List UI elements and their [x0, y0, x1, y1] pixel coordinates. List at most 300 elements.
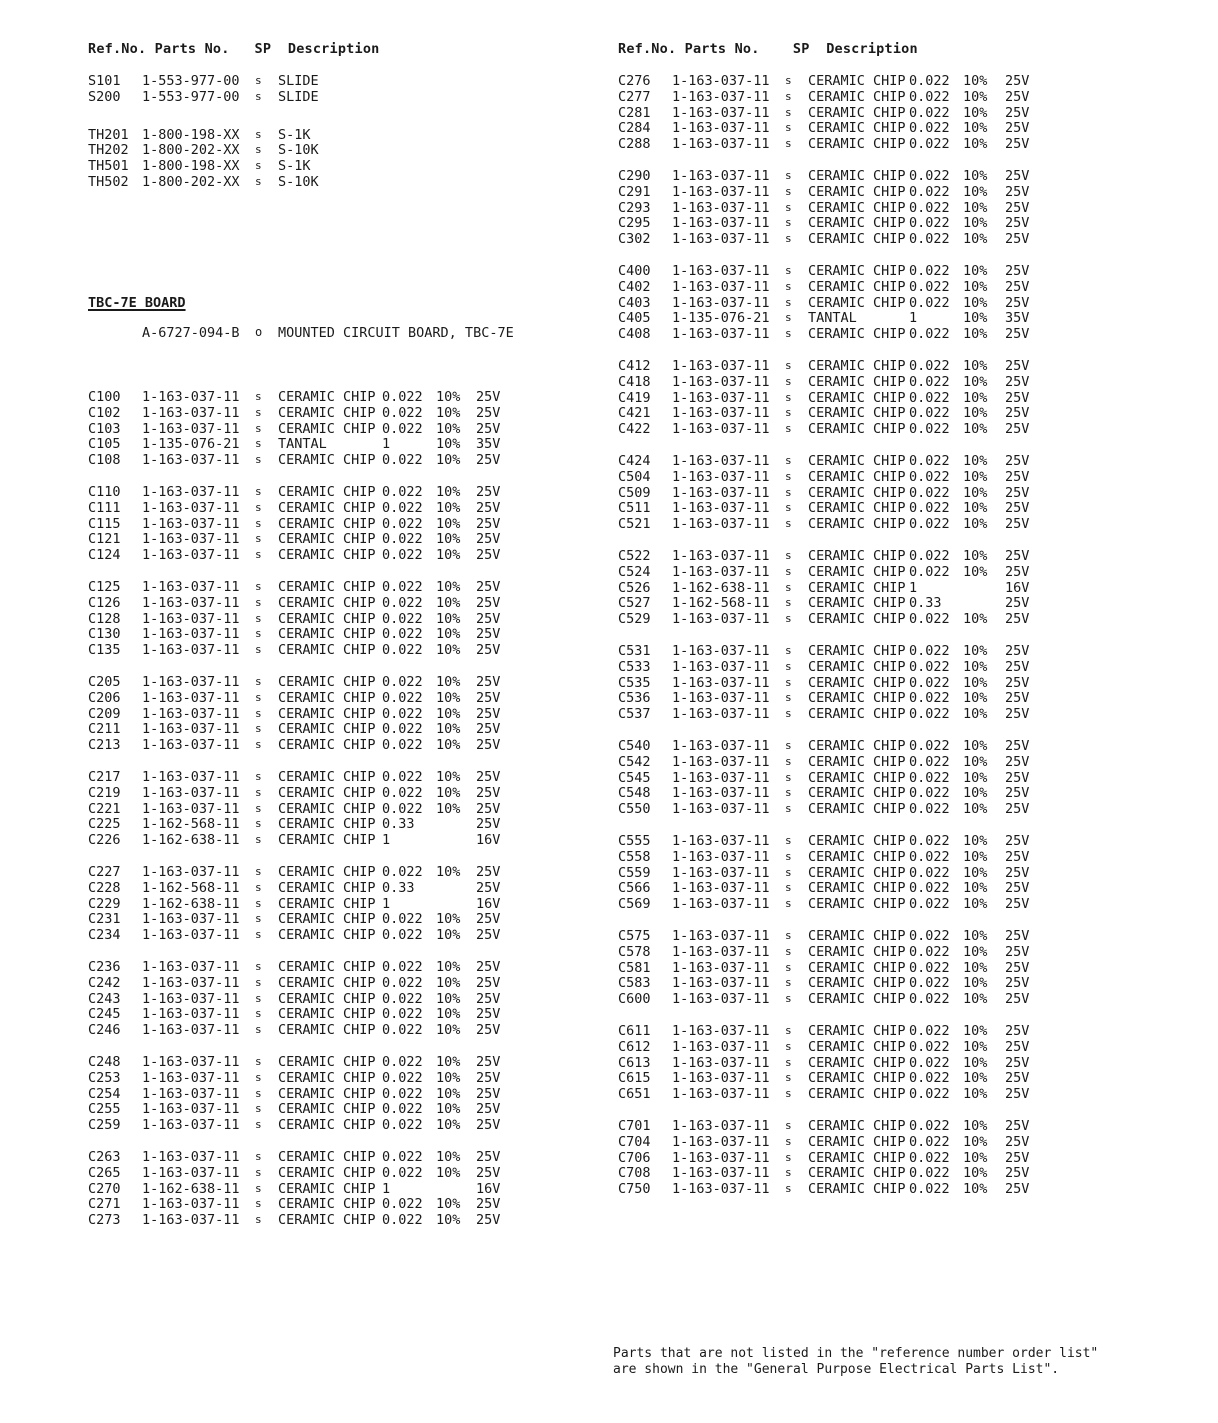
cell-vol: 25V [476, 974, 501, 991]
cell-tol: 10% [963, 864, 988, 881]
cell-desc: CERAMIC CHIP [808, 231, 906, 248]
board-title: TBC-7E BOARD [88, 295, 186, 311]
cell-desc: CERAMIC CHIP [278, 674, 376, 690]
cell-pno: 1-162-638-11 [672, 579, 770, 596]
cell-vol: 25V [476, 721, 501, 738]
cell-tol: 10% [963, 1149, 988, 1166]
cell-vol: 25V [1005, 674, 1030, 691]
cell-sp: s [255, 643, 262, 657]
cell-val: 1 [382, 832, 391, 849]
cell-pno: 1-163-037-11 [672, 73, 770, 89]
parts-row [618, 184, 1038, 200]
parts-row [88, 547, 508, 563]
parts-row [618, 928, 1038, 944]
cell-val: 0.33 [382, 816, 415, 833]
parts-row [88, 1117, 508, 1133]
cell-val: 0.022 [909, 405, 950, 422]
cell-ref: C569 [618, 896, 651, 913]
cell-desc: CERAMIC CHIP [808, 769, 906, 786]
cell-val: 0.022 [382, 800, 423, 817]
cell-ref: C613 [618, 1054, 651, 1071]
cell-ref: C422 [618, 421, 651, 438]
cell-desc: CERAMIC CHIP [808, 658, 906, 675]
cell-ref: C302 [618, 231, 651, 248]
board-assembly-line [142, 325, 514, 389]
cell-tol: 10% [963, 674, 988, 691]
cell-sp: s [785, 200, 792, 214]
cell-val: 0.33 [382, 879, 415, 896]
cell-pno: 1-163-037-11 [672, 1038, 770, 1055]
cell-ref: C234 [88, 927, 121, 944]
cell-sp: s [255, 738, 262, 752]
cell-vol: 25V [1005, 785, 1030, 802]
cell-ref: C545 [618, 769, 651, 786]
cell-sp: s [785, 691, 792, 705]
cell-pno: 1-800-202-XX [142, 142, 240, 159]
cell-val: 0.022 [909, 215, 950, 232]
cell-val: 0.022 [382, 911, 423, 928]
cell-sp: s [785, 929, 792, 942]
cell-val: 0.022 [909, 263, 950, 279]
parts-row [88, 721, 508, 737]
parts-row [88, 452, 508, 468]
cell-sp: s [255, 127, 262, 141]
cell-pno: 1-163-037-11 [142, 1006, 240, 1023]
cell-tol: 10% [436, 547, 461, 564]
parts-row [618, 1086, 1038, 1102]
parts-row [88, 785, 508, 801]
cell-val: 0.022 [382, 1117, 423, 1134]
cell-val: 0.022 [909, 769, 950, 786]
cell-sp: s [785, 976, 792, 990]
cell-desc: CERAMIC CHIP [808, 706, 906, 723]
cell-sp: s [255, 1102, 262, 1116]
parts-row [88, 1086, 508, 1102]
cell-ref: C236 [88, 959, 121, 975]
cell-pno: 1-163-037-11 [672, 373, 770, 390]
parts-row [88, 1149, 508, 1165]
cell-sp: s [255, 1055, 262, 1068]
cell-vol: 25V [1005, 548, 1030, 564]
cell-ref: C533 [618, 658, 651, 675]
cell-sp: s [785, 612, 792, 626]
cell-tol: 10% [963, 215, 988, 232]
cell-desc: CERAMIC CHIP [808, 690, 906, 707]
cell-ref: C542 [618, 753, 651, 770]
cell-ref: C701 [618, 1118, 651, 1134]
cell-val: 0.022 [909, 690, 950, 707]
cell-tol: 10% [963, 848, 988, 865]
cell-ref: C540 [618, 738, 651, 754]
cell-pno: 1-163-037-11 [142, 642, 240, 659]
cell-desc: CERAMIC CHIP [278, 769, 376, 785]
parts-row [88, 927, 508, 943]
parts-row [618, 849, 1038, 865]
cell-pno: 1-163-037-11 [142, 1164, 240, 1181]
cell-desc: CERAMIC CHIP [808, 643, 906, 659]
cell-ref: C527 [618, 595, 651, 612]
cell-tol: 10% [436, 705, 461, 722]
cell-vol: 16V [476, 895, 501, 912]
cell-pno: 1-163-037-11 [672, 263, 770, 279]
cell-tol: 10% [963, 801, 988, 818]
cell-desc: CERAMIC CHIP [278, 911, 376, 928]
cell-pno: 1-163-037-11 [672, 611, 770, 628]
cell-desc: CERAMIC CHIP [808, 1181, 906, 1198]
cell-tol: 10% [436, 959, 461, 975]
cell-val: 0.022 [909, 1070, 950, 1087]
cell-val: 0.022 [382, 531, 423, 548]
cell-tol: 10% [963, 88, 988, 105]
cell-sp: s [785, 1024, 792, 1037]
parts-row [618, 643, 1038, 659]
cell-val: 0.022 [909, 168, 950, 184]
cell-vol: 25V [476, 816, 501, 833]
parts-row [618, 960, 1038, 976]
cell-desc: CERAMIC CHIP [808, 468, 906, 485]
cell-val: 0.022 [909, 706, 950, 723]
cell-pno: 1-163-037-11 [142, 579, 240, 595]
cell-tol: 10% [436, 1006, 461, 1023]
cell-sp: s [255, 817, 262, 831]
cell-val: 0.022 [382, 1196, 423, 1213]
cell-pno: 1-163-037-11 [672, 1086, 770, 1103]
cell-ref: C708 [618, 1165, 651, 1182]
cell-val: 0.022 [909, 88, 950, 105]
cell-vol: 25V [476, 800, 501, 817]
cell-tol: 10% [963, 1165, 988, 1182]
cell-tol: 10% [436, 769, 461, 785]
cell-tol: 10% [963, 1070, 988, 1087]
cell-ref: C135 [88, 642, 121, 659]
parts-row [88, 769, 508, 785]
cell-ref: C248 [88, 1054, 121, 1070]
cell-ref: C548 [618, 785, 651, 802]
cell-vol: 25V [1005, 231, 1030, 248]
cell-val: 0.022 [382, 579, 423, 595]
cell-tol: 10% [963, 785, 988, 802]
cell-val: 0.022 [909, 1118, 950, 1134]
cell-desc: TANTAL [808, 310, 857, 327]
cell-desc: CERAMIC CHIP [278, 1164, 376, 1181]
parts-row [88, 579, 508, 595]
cell-ref: C100 [88, 389, 121, 405]
cell-desc: CERAMIC CHIP [278, 705, 376, 722]
cell-val: 0.022 [909, 516, 950, 533]
cell-ref: C253 [88, 1069, 121, 1086]
cell-vol: 25V [1005, 658, 1030, 675]
cell-desc: SLIDE [278, 88, 319, 105]
parts-row [88, 484, 508, 500]
cell-vol: 25V [1005, 943, 1030, 960]
cell-ref: C558 [618, 848, 651, 865]
cell-sp: s [255, 159, 262, 173]
cell-vol: 25V [476, 864, 501, 880]
parts-row [618, 1181, 1038, 1197]
cell-sp: s [785, 232, 792, 246]
cell-sp: s [255, 706, 262, 720]
parts-row [88, 436, 508, 452]
cell-val: 1 [382, 436, 391, 453]
cell-vol: 25V [1005, 294, 1030, 311]
cell-tol: 10% [436, 737, 461, 754]
cell-tol: 10% [963, 310, 988, 327]
cell-ref: C402 [618, 278, 651, 295]
cell-tol: 10% [436, 1212, 461, 1229]
cell-ref: C531 [618, 643, 651, 659]
cell-ref: C276 [618, 73, 651, 89]
cell-sp: s [785, 849, 792, 863]
cell-ref: S200 [88, 88, 121, 105]
cell-vol: 25V [1005, 753, 1030, 770]
cell-sp: s [785, 960, 792, 974]
cell-tol: 10% [963, 326, 988, 343]
cell-tol: 10% [436, 484, 461, 500]
parts-row [88, 1022, 508, 1038]
cell-vol: 25V [1005, 1023, 1030, 1039]
cell-desc: CERAMIC CHIP [278, 1180, 376, 1197]
cell-sp: s [785, 644, 792, 657]
cell-tol: 10% [963, 516, 988, 533]
cell-desc: CERAMIC CHIP [278, 547, 376, 564]
cell-ref: C126 [88, 594, 121, 611]
parts-row [618, 991, 1038, 1007]
cell-sp: s [785, 564, 792, 578]
cell-desc: CERAMIC CHIP [808, 928, 906, 944]
header-right: Ref.No. Parts No. SP Description [618, 41, 918, 57]
cell-desc: CERAMIC CHIP [808, 1038, 906, 1055]
cell-tol: 10% [963, 753, 988, 770]
parts-row [618, 564, 1038, 580]
cell-pno: 1-163-037-11 [672, 88, 770, 105]
cell-sp: s [255, 437, 262, 451]
cell-sp: s [255, 405, 262, 419]
cell-desc: CERAMIC CHIP [808, 738, 906, 754]
cell-vol: 25V [1005, 928, 1030, 944]
parts-row [88, 991, 508, 1007]
cell-vol: 25V [476, 389, 501, 405]
footnote-line-2: are shown in the "General Purpose Electrical Parts List". [613, 1362, 1060, 1377]
cell-val: 0.022 [909, 104, 950, 121]
parts-row [618, 168, 1038, 184]
cell-vol: 25V [1005, 896, 1030, 913]
cell-desc: CERAMIC CHIP [808, 500, 906, 517]
cell-pno: 1-163-037-11 [672, 690, 770, 707]
cell-val: 0.022 [382, 420, 423, 437]
cell-desc: CERAMIC CHIP [808, 358, 906, 374]
cell-sp: s [785, 184, 792, 198]
cell-desc: SLIDE [278, 73, 319, 89]
cell-sp: s [255, 74, 262, 87]
parts-row [88, 706, 508, 722]
cell-ref: C221 [88, 800, 121, 817]
cell-tol: 10% [963, 136, 988, 153]
cell-desc: CERAMIC CHIP [808, 1086, 906, 1103]
cell-pno: 1-163-037-11 [672, 706, 770, 723]
cell-sp: s [785, 1150, 792, 1164]
cell-val: 0.022 [382, 1069, 423, 1086]
cell-desc: CERAMIC CHIP [278, 610, 376, 627]
cell-sp: s [255, 595, 262, 609]
cell-sp: s [255, 1213, 262, 1227]
cell-vol: 25V [1005, 643, 1030, 659]
cell-val: 0.022 [382, 737, 423, 754]
cell-vol: 25V [1005, 500, 1030, 517]
cell-sp: s [255, 500, 262, 514]
cell-sp: s [255, 880, 262, 894]
cell-tol: 10% [436, 626, 461, 643]
cell-sp: s [785, 137, 792, 151]
cell-sp: s [785, 834, 792, 847]
cell-ref: C291 [618, 183, 651, 200]
cell-pno: 1-163-037-11 [672, 104, 770, 121]
parts-row [618, 358, 1038, 374]
cell-ref: C103 [88, 420, 121, 437]
cell-vol: 25V [476, 1022, 501, 1039]
cell-ref: C529 [618, 611, 651, 628]
cell-vol: 25V [1005, 1149, 1030, 1166]
cell-val: 0.022 [909, 658, 950, 675]
cell-val: 0.022 [909, 1023, 950, 1039]
cell-vol: 25V [476, 579, 501, 595]
cell-sp: s [785, 359, 792, 372]
cell-pno: 1-163-037-11 [672, 896, 770, 913]
cell-val: 0.022 [909, 928, 950, 944]
parts-row [618, 754, 1038, 770]
cell-val: 0.022 [909, 753, 950, 770]
cell-desc: CERAMIC CHIP [278, 832, 376, 849]
cell-sp: s [785, 881, 792, 895]
cell-desc: CERAMIC CHIP [808, 73, 906, 89]
cell-ref: C583 [618, 975, 651, 992]
cell-sp: s [255, 1023, 262, 1037]
cell-pno: 1-163-037-11 [142, 769, 240, 785]
cell-val: 0.022 [909, 674, 950, 691]
cell-tol: 10% [963, 706, 988, 723]
cell-pno: 1-163-037-11 [672, 880, 770, 897]
parts-row [88, 1101, 508, 1117]
parts-row [618, 833, 1038, 849]
parts-row [618, 500, 1038, 516]
cell-vol: 25V [476, 911, 501, 928]
cell-val: 0.022 [382, 674, 423, 690]
cell-sp: s [785, 374, 792, 388]
cell-pno: 1-163-037-11 [142, 1022, 240, 1039]
cell-tol: 10% [963, 943, 988, 960]
cell-pno: 1-163-037-11 [672, 548, 770, 564]
parts-row [618, 105, 1038, 121]
cell-ref: C555 [618, 833, 651, 849]
cell-desc: S-1K [278, 126, 311, 143]
cell-vol: 25V [1005, 136, 1030, 153]
cell-pno: 1-163-037-11 [142, 911, 240, 928]
cell-ref: C265 [88, 1164, 121, 1181]
parts-row [88, 642, 508, 658]
cell-vol: 25V [1005, 373, 1030, 390]
cell-val: 0.022 [909, 453, 950, 469]
cell-tol: 10% [963, 199, 988, 216]
cell-sp: s [255, 532, 262, 546]
cell-sp: s [785, 501, 792, 515]
cell-pno: 1-163-037-11 [672, 643, 770, 659]
cell-val: 0.022 [382, 784, 423, 801]
cell-vol: 25V [1005, 199, 1030, 216]
cell-ref: C259 [88, 1117, 121, 1134]
cell-tol: 10% [963, 1038, 988, 1055]
cell-desc: CERAMIC CHIP [278, 1085, 376, 1102]
cell-pno: 1-163-037-11 [672, 674, 770, 691]
parts-row [618, 659, 1038, 675]
cell-sp: s [255, 912, 262, 926]
cell-desc: CERAMIC CHIP [278, 800, 376, 817]
cell-tol: 10% [963, 833, 988, 849]
cell-val: 0.022 [382, 642, 423, 659]
cell-pno: 1-163-037-11 [142, 1117, 240, 1134]
cell-tol: 10% [436, 389, 461, 405]
cell-desc: CERAMIC CHIP [278, 404, 376, 421]
cell-ref: C270 [88, 1180, 121, 1197]
cell-tol: 10% [436, 579, 461, 595]
cell-val: 0.022 [382, 1006, 423, 1023]
cell-ref: C704 [618, 1133, 651, 1150]
cell-pno: 1-163-037-11 [142, 452, 240, 469]
cell-val: 0.022 [382, 610, 423, 627]
cell-ref: C522 [618, 548, 651, 564]
cell-pno: 1-163-037-11 [672, 785, 770, 802]
cell-val: 0.022 [909, 231, 950, 248]
cell-desc: CERAMIC CHIP [278, 990, 376, 1007]
cell-sp: s [785, 406, 792, 420]
cell-pno: 1-163-037-11 [672, 1118, 770, 1134]
cell-val: 0.022 [382, 769, 423, 785]
cell-pno: 1-163-037-11 [672, 136, 770, 153]
footnote-line-1: Parts that are not listed in the "reference number order list" [613, 1346, 1099, 1361]
cell-sp: s [255, 785, 262, 799]
cell-sp: s [785, 675, 792, 689]
cell-val: 0.022 [909, 833, 950, 849]
cell-vol: 25V [1005, 975, 1030, 992]
cell-pno: 1-163-037-11 [672, 658, 770, 675]
cell-sp: s [255, 1181, 262, 1195]
cell-pno: 1-162-638-11 [142, 895, 240, 912]
parts-row [88, 611, 508, 627]
cell-sp: s [785, 105, 792, 119]
cell-ref: C121 [88, 531, 121, 548]
cell-desc: CERAMIC CHIP [808, 579, 906, 596]
cell-tol: 10% [963, 975, 988, 992]
cell-desc: CERAMIC CHIP [808, 1133, 906, 1150]
cell-val: 0.022 [909, 880, 950, 897]
cell-sp: s [785, 549, 792, 562]
cell-tol: 10% [963, 405, 988, 422]
cell-desc: CERAMIC CHIP [808, 405, 906, 422]
cell-desc: CERAMIC CHIP [808, 674, 906, 691]
cell-val: 0.022 [382, 689, 423, 706]
parts-row [618, 310, 1038, 326]
cell-sp: s [255, 548, 262, 562]
cell-ref: TH501 [88, 158, 129, 175]
parts-row [88, 1054, 508, 1070]
cell-sp: s [255, 801, 262, 815]
cell-vol: 25V [476, 737, 501, 754]
cell-val: 0.022 [382, 626, 423, 643]
cell-pno: 1-163-037-11 [142, 1101, 240, 1118]
cell-val: 0.022 [382, 1022, 423, 1039]
cell-ref: C511 [618, 500, 651, 517]
cell-sp: s [255, 1118, 262, 1132]
parts-row [618, 405, 1038, 421]
cell-ref: C526 [618, 579, 651, 596]
